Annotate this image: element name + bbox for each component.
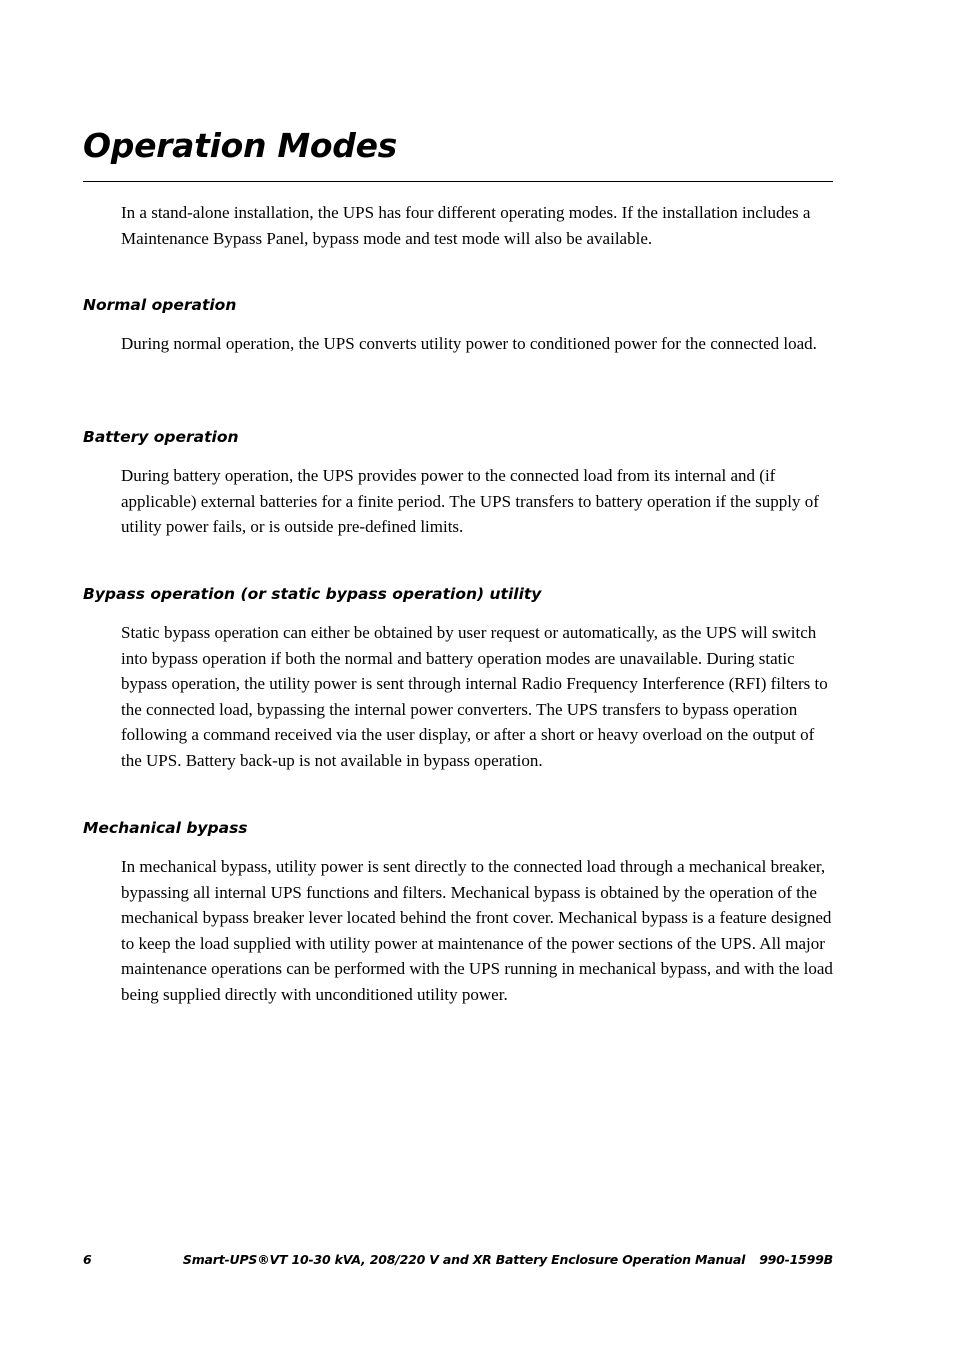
section-heading-mechanical-bypass: Mechanical bypass (83, 819, 248, 837)
intro-paragraph: In a stand-alone installation, the UPS has four different operating modes. If the installation includes a Maintenance Bypass Panel, bypass mode and test mode will also be available. (121, 203, 811, 248)
footer-manual-name: Smart-UPS®VT 10-30 kVA, 208/220 V and XR Battery Enclosure Operation Manual (182, 1252, 746, 1267)
section-heading-bypass-operation: Bypass operation (or static bypass operation) utility (83, 585, 542, 603)
section-heading-normal-operation: Normal operation (83, 296, 237, 314)
section-body-normal-operation: During normal operation, the UPS converts utility power to conditioned power for the connected load. (121, 334, 817, 353)
section-body-bypass-operation: Static bypass operation can either be obtained by user request or automatically, as the UPS will switch into bypass operation if both the normal and battery operation modes are unavailable. During static bypass operation, the utility power is sent through internal Radio Frequency Interference (RFI) filters to the connected load, bypassing the internal power converters. The UPS transfers to bypass operation following a command received via the user display, or after a short or heavy overload on the output of the UPS. Battery back-up is not available in bypass operation. (121, 623, 828, 770)
footer-page-number: 6 (83, 1252, 92, 1267)
section-body-battery-operation: During battery operation, the UPS provides power to the connected load from its internal and (if applicable) external batteries for a finite period. The UPS transfers to battery operation if the supply of utility power fails, or is outside pre-defined limits. (121, 466, 819, 537)
footer-doc-number: 990-1599B (759, 1252, 833, 1267)
section-body-mechanical-bypass: In mechanical bypass, utility power is sent directly to the connected load through a mechanical breaker, bypassing all internal UPS functions and filters. Mechanical bypass is obtained by the operation of the mechanical bypass breaker lever located behind the front cover. Mechanical bypass is a feature designed to keep the load supplied with utility power at maintenance of the power sections of the UPS. All major maintenance operations can be performed with the UPS running in mechanical bypass, and with the load being supplied directly with unconditioned utility power. (121, 857, 833, 1004)
page-title: Operation Modes (83, 126, 397, 165)
section-heading-battery-operation: Battery operation (83, 428, 239, 446)
title-divider (83, 181, 833, 182)
footer-manual-title (183, 1251, 833, 1269)
